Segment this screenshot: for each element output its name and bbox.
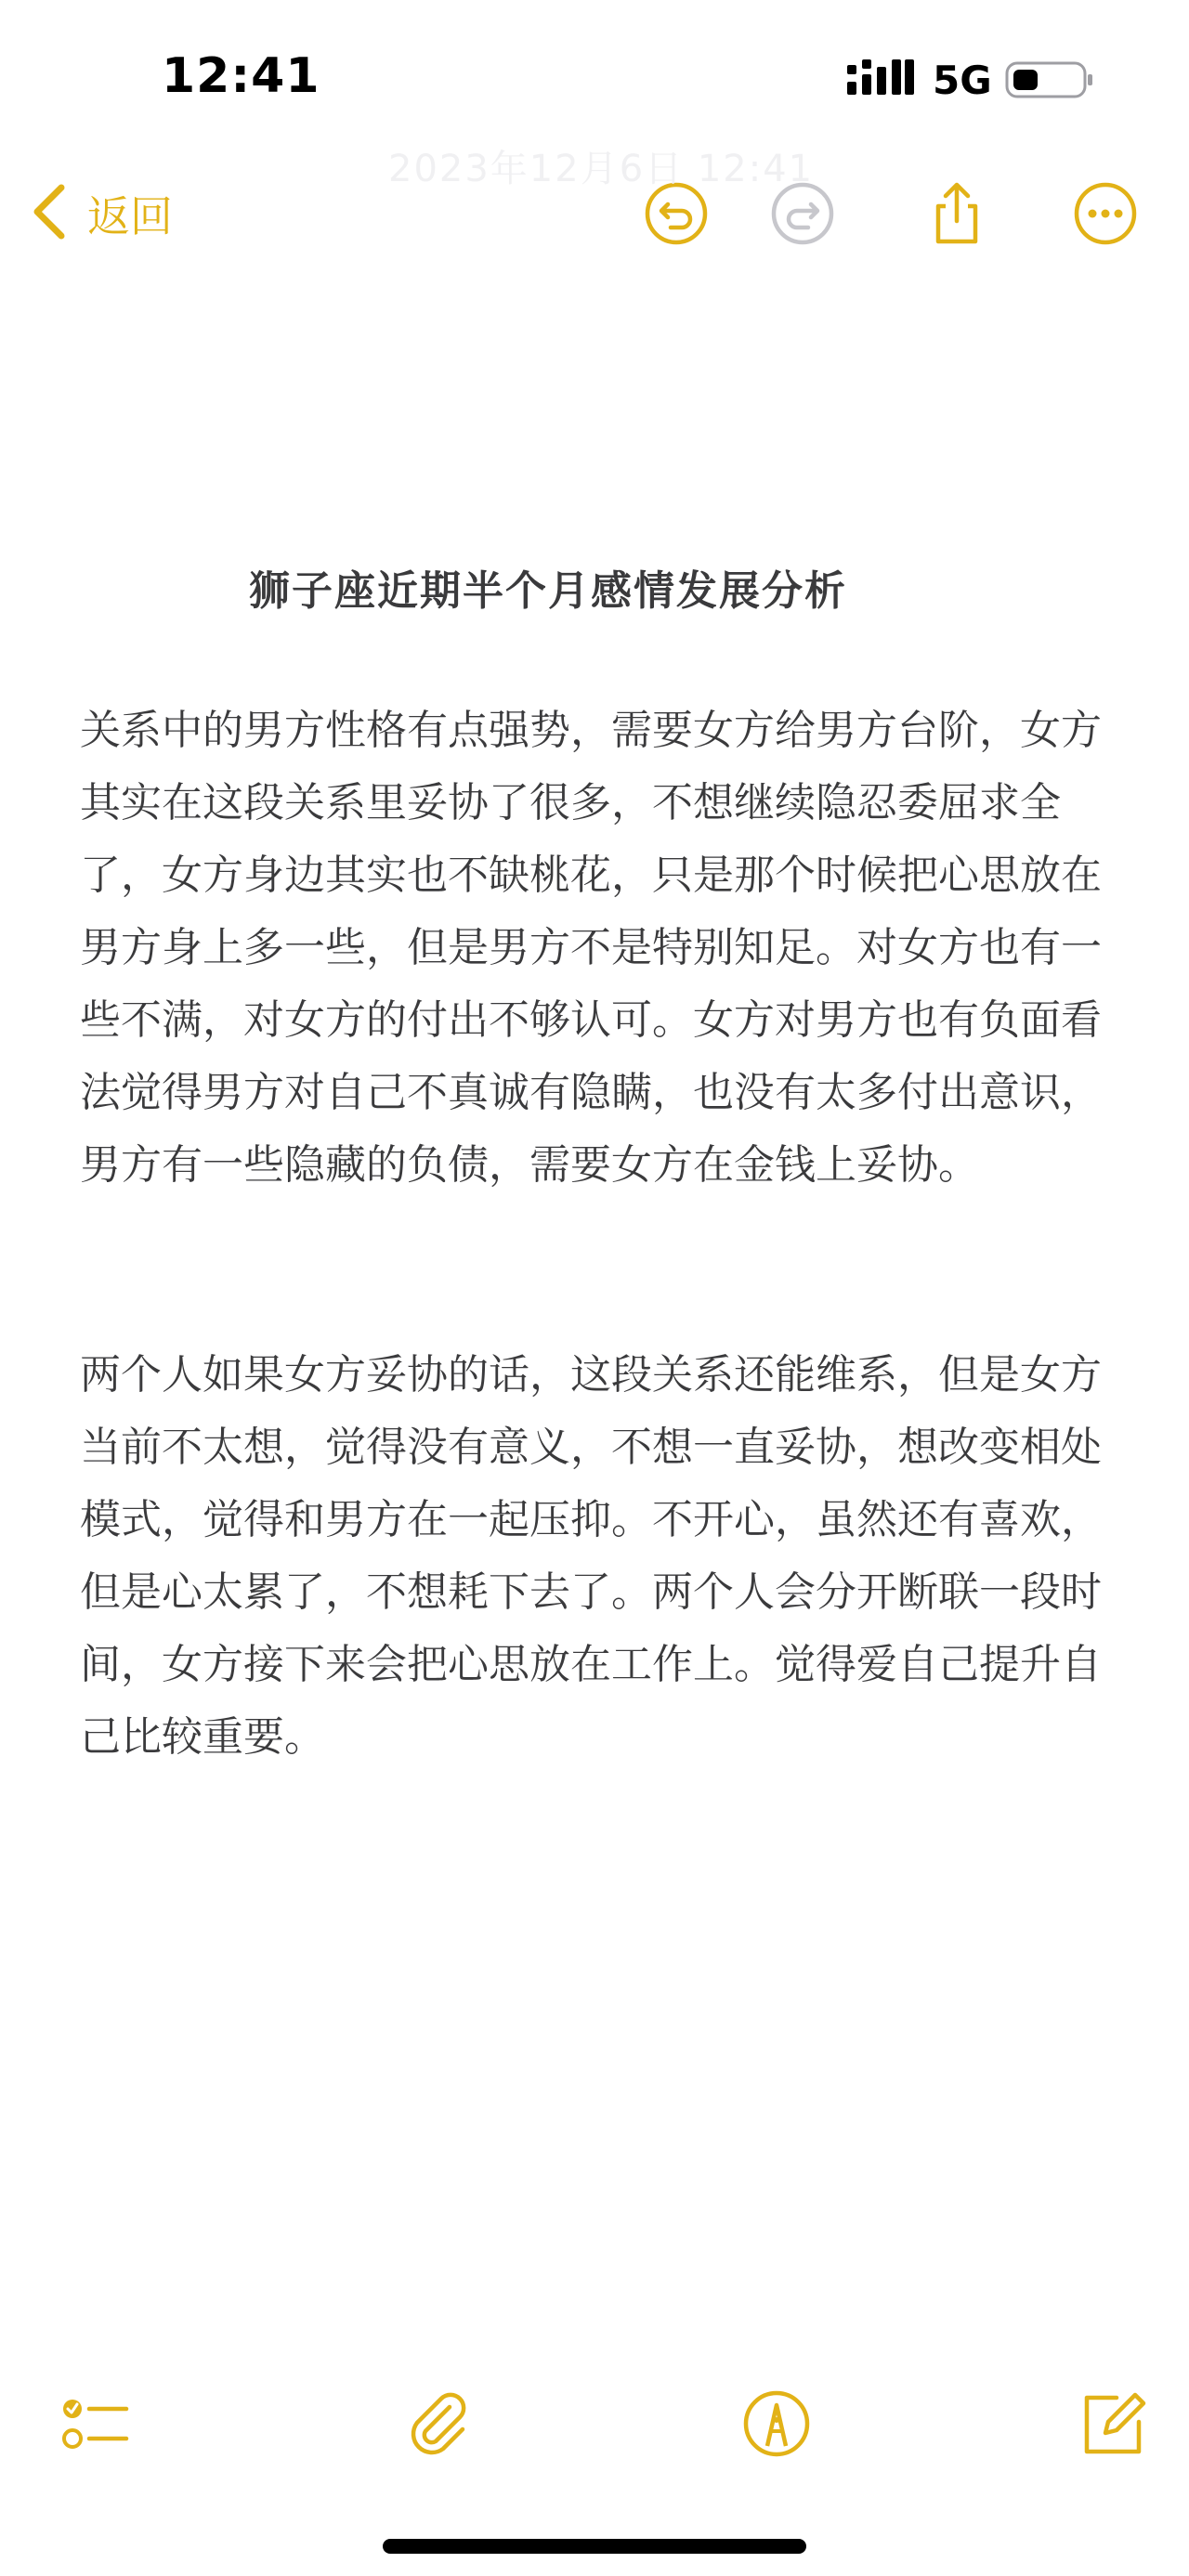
note-paragraph[interactable]: 两个人如果女方妥协的话，这段关系还能维系，但是女方当前不太想，觉得没有意义，不想一直妥协，想改变相处模式，觉得和男方在一起压抑。不开心，虽然还有喜欢，但是心太累了，不想耗下去了。两个人会分开断联一段时间，女方接下来会把心思放在工作上。觉得爱自己提升自己比较重要。: [80, 1351, 1102, 1761]
back-label: 返回: [87, 191, 173, 241]
note-date: 2023年12月6日 12:41: [388, 148, 815, 190]
battery-icon: [1005, 59, 1094, 100]
status-bar: [0, 0, 1189, 158]
compose-icon[interactable]: [1076, 2387, 1150, 2461]
note-paragraph[interactable]: 关系中的男方性格有点强势，需要女方给男方台阶，女方其实在这段关系里妥协了很多，不想继续隐忍委屈求全了，女方身边其实也不缺桃花，只是那个时候把心思放在男方身上多一些，但是男方不是特别知足。对女方也有一些不满，对女方的付出不够认可。女方对男方也有负面看法觉得男方对自己不真诚有隐瞒，也没有太多付出意识，男方有一些隐藏的负债，需要女方在金钱上妥协。: [80, 707, 1102, 1189]
more-icon[interactable]: [1072, 180, 1139, 247]
chevron-left-icon: [30, 182, 71, 245]
signal-bars-icon: [847, 58, 916, 97]
paperclip-icon[interactable]: [401, 2387, 476, 2461]
checklist-icon[interactable]: [58, 2387, 132, 2461]
status-time: 12:41: [162, 48, 320, 104]
share-icon[interactable]: [923, 180, 990, 247]
back-button[interactable]: [30, 176, 173, 251]
home-indicator[interactable]: [383, 2539, 806, 2554]
bottom-toolbar: [0, 2377, 1189, 2470]
note-title: 狮子座近期半个月感情发展分析: [249, 567, 847, 615]
network-type: 5G: [933, 58, 992, 103]
markup-pen-icon[interactable]: [739, 2387, 814, 2461]
